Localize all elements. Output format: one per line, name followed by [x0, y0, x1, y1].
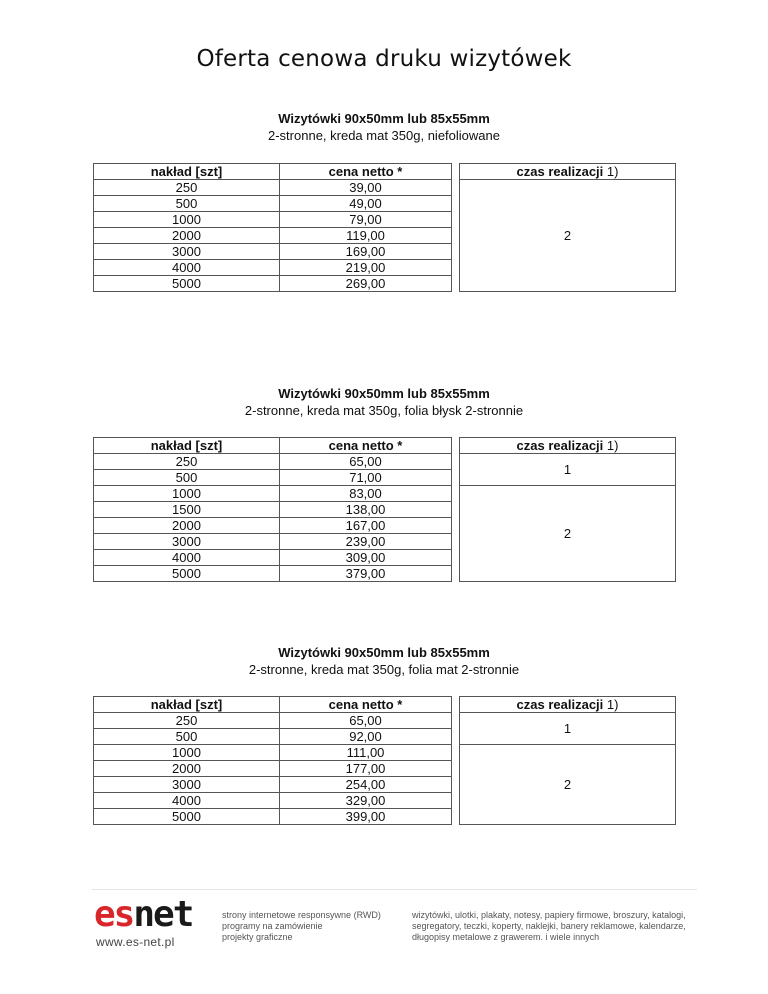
header-time-label: czas realizacji — [516, 438, 604, 453]
qty-cell: 1000 — [94, 212, 280, 228]
table-row — [94, 454, 676, 470]
footer-services-col — [222, 910, 381, 943]
time-cell: 2 — [460, 486, 676, 582]
price-cell: 269,00 — [280, 276, 452, 292]
header-time — [460, 164, 676, 180]
section-3-header — [0, 644, 768, 678]
qty-cell: 1000 — [94, 745, 280, 761]
price-cell: 79,00 — [280, 212, 452, 228]
qty-cell: 4000 — [94, 793, 280, 809]
price-cell: 239,00 — [280, 534, 452, 550]
footer-service-item: projekty graficzne — [222, 932, 293, 942]
price-cell: 399,00 — [280, 809, 452, 825]
esnet-logo — [94, 894, 193, 935]
header-time-label: czas realizacji — [516, 164, 604, 179]
table-row — [94, 713, 676, 729]
qty-cell: 2000 — [94, 228, 280, 244]
header-time — [460, 697, 676, 713]
qty-cell: 3000 — [94, 777, 280, 793]
qty-cell: 5000 — [94, 276, 280, 292]
footer-url: www.es-net.pl — [96, 935, 175, 949]
qty-cell: 500 — [94, 470, 280, 486]
section-heading: Wizytówki 90x50mm lub 85x55mm — [278, 111, 490, 126]
price-cell: 65,00 — [280, 454, 452, 470]
qty-cell: 3000 — [94, 244, 280, 260]
footer-product-line: wizytówki, ulotki, plakaty, notesy, papiery firmowe, broszury, katalogi, — [412, 910, 686, 920]
price-cell: 92,00 — [280, 729, 452, 745]
price-cell: 219,00 — [280, 260, 452, 276]
price-cell: 169,00 — [280, 244, 452, 260]
time-cell: 1 — [460, 454, 676, 486]
header-qty: nakład [szt] — [94, 697, 280, 713]
qty-cell: 3000 — [94, 534, 280, 550]
price-cell: 254,00 — [280, 777, 452, 793]
qty-cell: 2000 — [94, 761, 280, 777]
price-cell: 83,00 — [280, 486, 452, 502]
footer-products-col — [412, 910, 686, 943]
header-time — [460, 438, 676, 454]
time-cell: 2 — [460, 180, 676, 292]
table-header-row — [94, 164, 676, 180]
section-subheading: 2-stronne, kreda mat 350g, folia błysk 2-stronnie — [244, 403, 524, 418]
header-time-note: 1) — [603, 438, 619, 453]
price-cell: 65,00 — [280, 713, 452, 729]
qty-cell: 250 — [94, 713, 280, 729]
header-time-label: czas realizacji — [516, 697, 604, 712]
section-heading: Wizytówki 90x50mm lub 85x55mm — [278, 645, 490, 660]
footer-product-line: długopisy metalowe z grawerem. i wiele innych — [412, 932, 600, 942]
logo-es: es — [94, 894, 134, 935]
qty-cell: 1000 — [94, 486, 280, 502]
section-2-header — [0, 385, 768, 419]
price-table-2 — [93, 437, 676, 582]
qty-cell: 4000 — [94, 550, 280, 566]
time-cell: 1 — [460, 713, 676, 745]
header-price: cena netto * — [280, 438, 452, 454]
price-table-1 — [93, 163, 676, 292]
header-time-note: 1) — [603, 697, 619, 712]
logo-net: net — [133, 894, 193, 935]
qty-cell: 500 — [94, 196, 280, 212]
qty-cell: 500 — [94, 729, 280, 745]
table-row — [94, 180, 676, 196]
price-cell: 71,00 — [280, 470, 452, 486]
table-row — [94, 486, 676, 502]
qty-cell: 2000 — [94, 518, 280, 534]
price-cell: 379,00 — [280, 566, 452, 582]
price-cell: 138,00 — [280, 502, 452, 518]
footer-service-item: programy na zamówienie — [222, 921, 323, 931]
footer-divider — [92, 889, 697, 890]
section-subheading: 2-stronne, kreda mat 350g, folia mat 2-stronnie — [248, 662, 520, 677]
header-price: cena netto * — [280, 697, 452, 713]
footer-service-item: strony internetowe responsywne (RWD) — [222, 910, 381, 920]
price-cell: 119,00 — [280, 228, 452, 244]
spacer — [452, 164, 460, 292]
price-cell: 39,00 — [280, 180, 452, 196]
qty-cell: 250 — [94, 454, 280, 470]
header-qty: nakład [szt] — [94, 164, 280, 180]
qty-cell: 5000 — [94, 809, 280, 825]
price-cell: 329,00 — [280, 793, 452, 809]
section-1-header — [0, 110, 768, 144]
price-cell: 111,00 — [280, 745, 452, 761]
qty-cell: 1500 — [94, 502, 280, 518]
table-header-row — [94, 438, 676, 454]
qty-cell: 250 — [94, 180, 280, 196]
price-cell: 49,00 — [280, 196, 452, 212]
price-cell: 309,00 — [280, 550, 452, 566]
footer-product-line: segregatory, teczki, koperty, naklejki, banery reklamowe, kalendarze, — [412, 921, 686, 931]
price-cell: 177,00 — [280, 761, 452, 777]
qty-cell: 5000 — [94, 566, 280, 582]
header-time-note: 1) — [603, 164, 619, 179]
price-table-3 — [93, 696, 676, 825]
table-row — [94, 745, 676, 761]
page-title: Oferta cenowa druku wizytówek — [196, 46, 572, 72]
section-heading: Wizytówki 90x50mm lub 85x55mm — [278, 386, 490, 401]
time-cell: 2 — [460, 745, 676, 825]
price-cell: 167,00 — [280, 518, 452, 534]
spacer — [452, 697, 460, 825]
section-subheading: 2-stronne, kreda mat 350g, niefoliowane — [268, 128, 500, 143]
qty-cell: 4000 — [94, 260, 280, 276]
header-qty: nakład [szt] — [94, 438, 280, 454]
header-price: cena netto * — [280, 164, 452, 180]
table-header-row — [94, 697, 676, 713]
spacer — [452, 438, 460, 582]
